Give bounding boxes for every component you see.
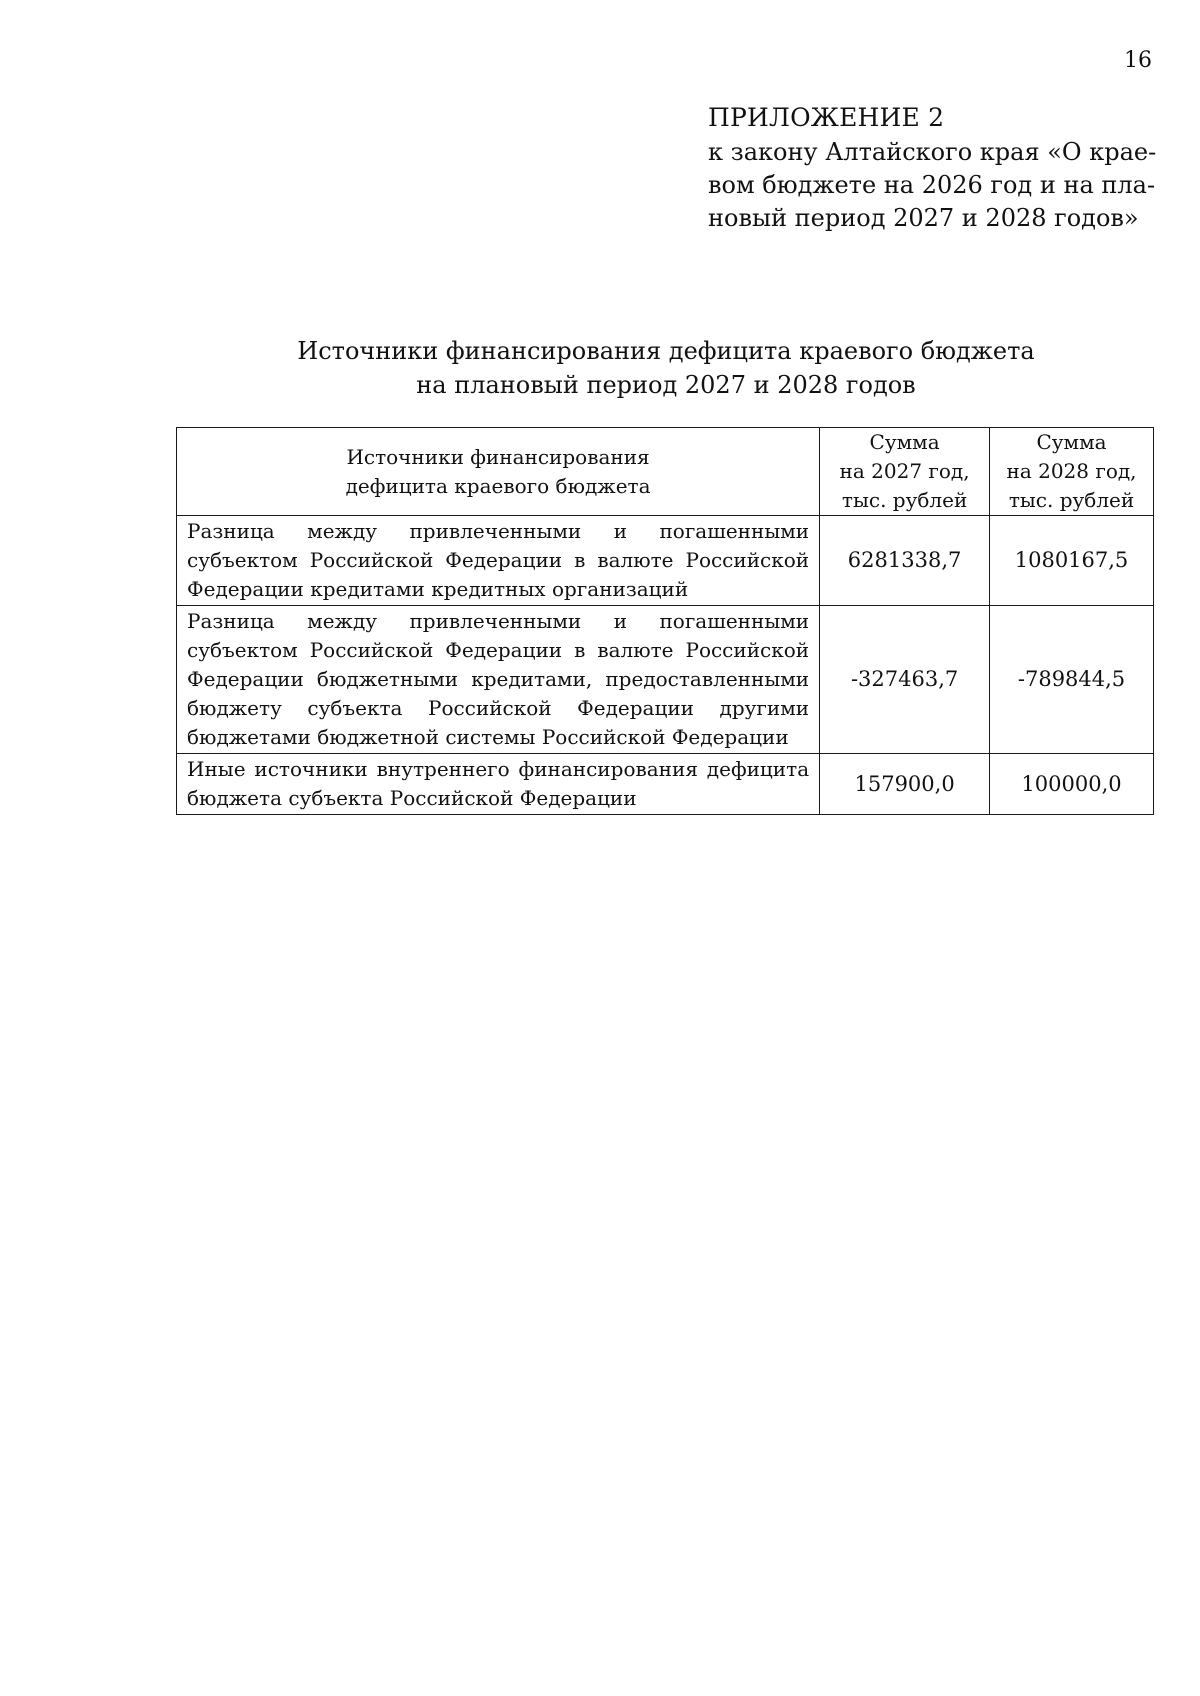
appendix-block [708,100,1157,235]
header-text: Источники финансирования [346,444,650,469]
table-row [177,516,1154,606]
row-description: Иные источники внутреннего финансирования дефицита бюджета субъекта Российской Федерации [177,754,820,815]
header-text: на 2028 год, [1006,459,1137,483]
header-text: тыс. рублей [1008,488,1135,512]
table-row [177,754,1154,815]
document-title [176,334,1156,402]
row-amount-2028: -789844,5 [990,606,1154,754]
row-amount-2027: 6281338,7 [820,516,990,606]
appendix-line: новый период 2027 и 2028 годов» [708,204,1139,232]
row-amount-2027: 157900,0 [820,754,990,815]
row-amount-2027: -327463,7 [820,606,990,754]
header-text: Сумма [1036,430,1107,454]
header-text: дефицита краевого бюджета [345,473,651,498]
row-description: Разница между привлеченными и погашенными субъектом Российской Федерации в валюте Российской Федерации бюджетными кредитами, предоставленными бюджету субъекта Российской Федерации другими бюджетами бюджетной системы Российской Федерации [177,606,820,754]
row-amount-2028: 100000,0 [990,754,1154,815]
header-text: Сумма [869,430,940,454]
financing-sources-table [176,427,1154,815]
row-amount-2028: 1080167,5 [990,516,1154,606]
appendix-line: вом бюджете на 2026 год и на пла- [708,171,1156,199]
page-number: 16 [1124,48,1152,73]
header-amount-2028 [990,428,1154,516]
header-amount-2027 [820,428,990,516]
document-title-line-1: Источники финансирования дефицита краевого бюджета [297,337,1035,365]
header-text: тыс. рублей [841,488,968,512]
document-title-line-2: на плановый период 2027 и 2028 годов [416,371,916,399]
appendix-heading: ПРИЛОЖЕНИЕ 2 [708,103,945,132]
table-header-row [177,428,1154,516]
appendix-line: к закону Алтайского края «О крае- [708,138,1157,166]
header-text: на 2027 год, [839,459,970,483]
row-description: Разница между привлеченными и погашенными субъектом Российской Федерации в валюте Российской Федерации кредитами кредитных организаций [177,516,820,606]
table-row [177,606,1154,754]
header-sources [177,428,820,516]
